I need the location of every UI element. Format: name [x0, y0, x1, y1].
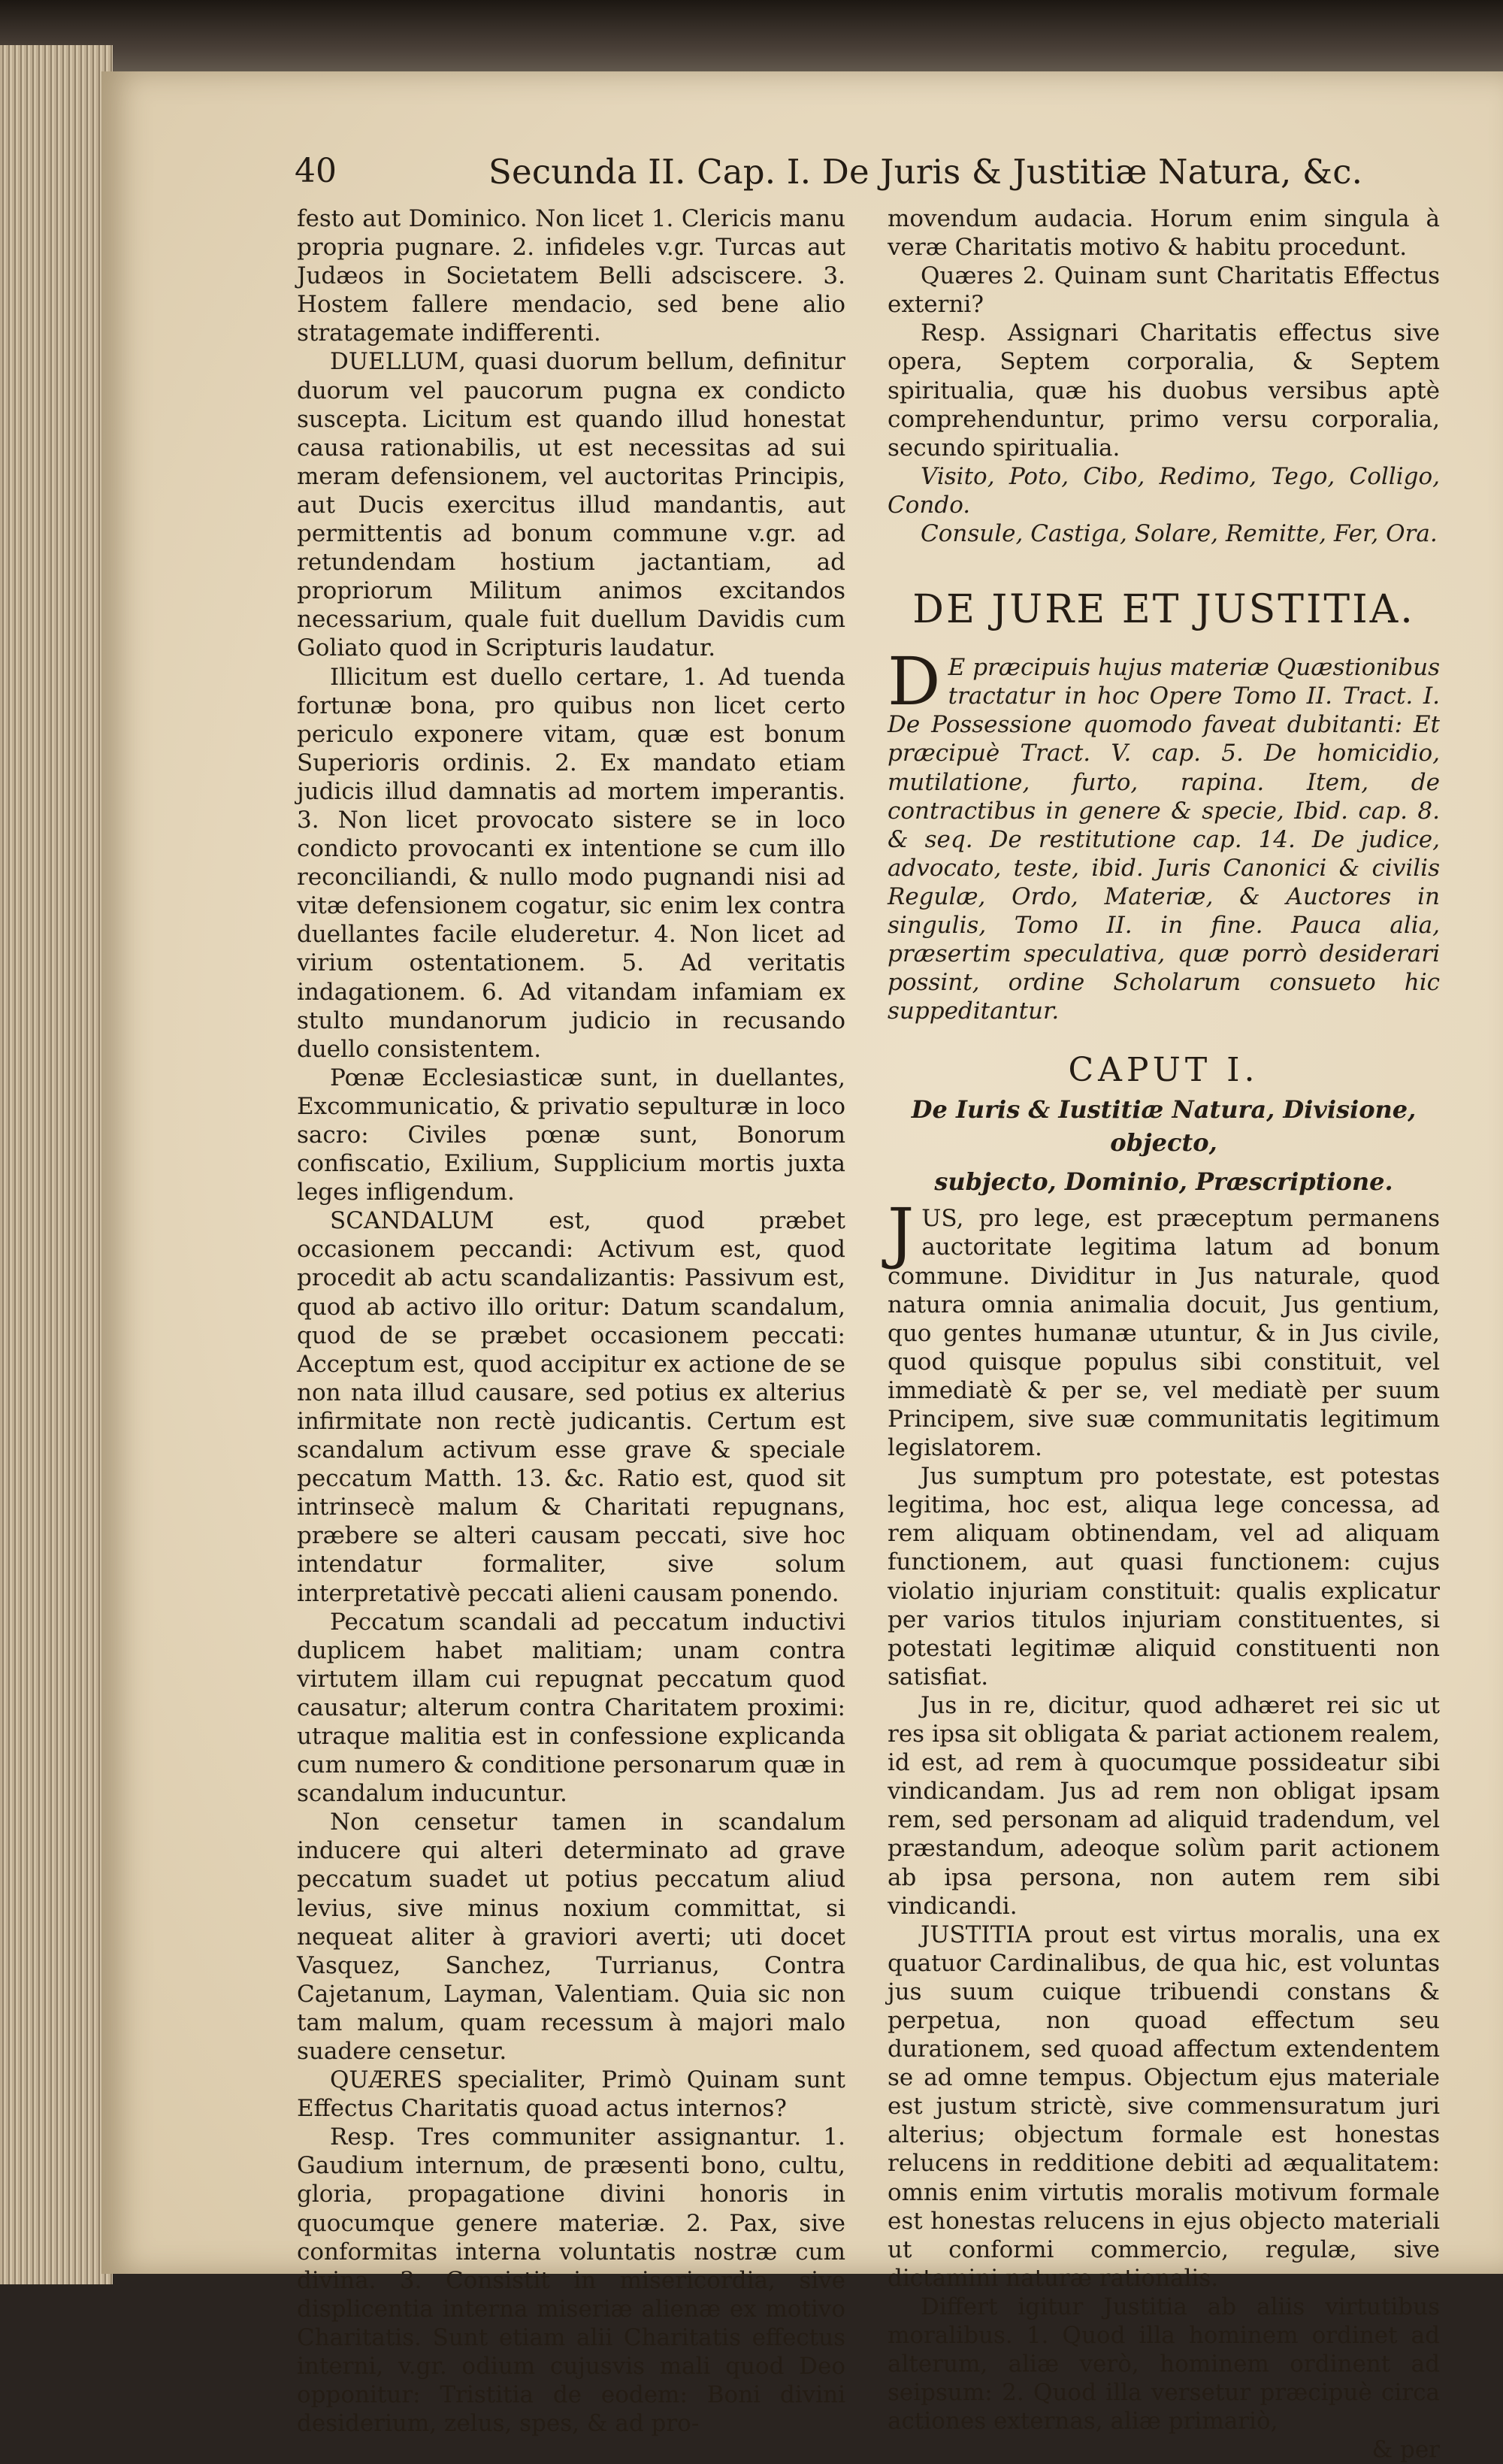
paragraph: festo aut Dominico. Non licet 1. Clericis manu propria pugnare. 2. infideles v.gr. Turcas aut Judæos in Societatem Belli adsciscere. 3. Hostem fallere mendacio, sed bene alio stratagemate indifferenti. — [297, 205, 845, 347]
paragraph: Pœnæ Ecclesiasticæ sunt, in duellantes, Excommunicatio, & privatio sepulturæ in loco sacro: Civiles pœnæ sunt, Bonorum confiscatio, Exilium, Supplicium mortis juxta leges infligendum. — [297, 1064, 845, 1206]
running-head — [297, 150, 1435, 195]
book-top-edge — [0, 0, 1503, 83]
dropcap: D — [888, 643, 941, 721]
right-column — [888, 204, 1440, 2464]
paragraph: movendum audacia. Horum enim singula à veræ Charitatis motivo & habitu procedunt. — [888, 205, 1440, 262]
paragraph-justitia: JUSTITIA prout est virtus moralis, una ex quatuor Cardinalibus, de qua hic, est voluntas jus suum cuique tribuendi constans & perpetua, non quoad effectum seu durationem, sed quoad affectum extendentem se ad omne tempus. Objectum ejus materiale est justum strictè, sive commensuratum juri alterius; objectum formale est honestas relucens in redditione debiti ad æqualitatem: omnis enim virtutis moralis motivum formale est honestas relucens in ejus objecto materiali ut conformi commercio, regulæ, sive dictamini naturæ rationalis. — [888, 1921, 1440, 2292]
catchword: & per — [1371, 2436, 1440, 2464]
section-heading: DE JURE ET JUSTITIA. — [912, 587, 1415, 633]
paragraph: Jus in re, dicitur, quod adhæret rei sic ut res ipsa sit obligata & pariat actionem realem, id est, ad rem à quocumque possideatur sibi vindicandam. Jus ad rem non obligat ipsam rem, sed personam ad aliquid tradendum, vel præstandum, adeoque solùm parit actionem ab ipsa persona, non autem rem sibi vindicandi. — [888, 1691, 1440, 1920]
left-column — [297, 204, 845, 2438]
paragraph: Resp. Assignari Charitatis effectus sive opera, Septem corporalia, & Septem spiritualia, quæ his duobus versibus aptè comprehenduntur, primo versu corporalia, secundo spiritualia. — [888, 319, 1440, 462]
section-intro — [888, 643, 1440, 1025]
chapter-heading: CAPUT I. — [1068, 1051, 1260, 1090]
paragraph: Resp. Tres communiter assignantur. 1. Gaudium internum, de præsenti bono, cultu, gloria, propagatione divini honoris in quocumque genere materiæ. 2. Pax, sive conformitas interna voluntatis nostræ cum divina. 3. Consistit in misericordia, sive displicentia interna miseriæ alienæ ex motivo Charitatis. Sunt etiam alii Charitatis effectus interni, v.gr. odium cujusvis mali quod Deo opponitur: Tristitia de eodem: Boni divini desiderium, zelus, spes, & ad pro- — [297, 2123, 845, 2438]
paragraph: Non censetur tamen in scandalum inducere qui alteri determinato ad grave peccatum suadet ut potius peccatum aliud levius, sive minus noxium committat, si nequeat aliter à graviori averti; uti docet Vasquez, Sanchez, Turrianus, Contra Cajetanum, Layman, Valentiam. Quia sic non tam malum, quam recessum à majori malo suadere censetur. — [297, 1809, 845, 2065]
chapter-subtitle-line-2: subjecto, Dominio, Præscriptione. — [934, 1167, 1393, 1197]
section-intro-text: E præcipuis hujus materiæ Quæstionibus tractatur in hoc Opere Tomo II. Tract. I. De Possessione quomodo faveat dubitanti: Et præcipuè Tract. V. cap. 5. De homicidio, mutilatione, furto, rapina. Item, de contractibus in genere & specie, Ibid. cap. 8. & seq. De restitutione cap. 14. De judice, advocato, teste, ibid. Juris Canonici & civilis Regulæ, Ordo, Materiæ, & Auctores in singulis, Tomo II. in fine. Pauca alia, præsertim speculativa, quæ porrò desiderari possint, ordine Scholarum consueto hic suppeditantur. — [888, 654, 1440, 1025]
page-number: 40 — [295, 152, 337, 190]
chapter-intro — [888, 1194, 1440, 1462]
paragraph-duellum: DUELLUM, quasi duorum bellum, definitur duorum vel paucorum pugna ex condicto suscepta. Licitum est quando illud honestat causa rationabilis, ut est necessitas ad sui meram defensionem, vel auctoritas Principis, aut Ducis exercitus illud mandantis, aut permittentis ad bonum commune v.gr. ad retundendam hostium jactantiam, ad propriorum Militum animos excitandos necessarium, quale fuit duellum Davidis cum Goliato quod in Scripturis laudatur. — [297, 348, 845, 662]
chapter-intro-text: US, pro lege, est præceptum permanens auctoritate legitima latum ad bonum commune. Dividitur in Jus naturale, quod natura omnia animalia docuit, Jus gentium, quo gentes humanæ utuntur, & in Jus civile, quod quisque populus sibi constituit, vel immediatè & per se, vel mediatè per suum Principem, sive suæ communitatis legitimum legislatorem. — [888, 1205, 1440, 1462]
running-title: Secunda II. Cap. I. De Juris & Justitiæ Natura, &c. — [488, 152, 1363, 192]
page-content — [295, 150, 1440, 2464]
verse-line: Visito, Poto, Cibo, Redimo, Tego, Colligo, Condo. — [888, 462, 1440, 519]
chapter-subtitle-line-1: De Iuris & Iustitiæ Natura, Divisione, objecto, — [911, 1095, 1417, 1158]
dropcap: J — [888, 1194, 915, 1272]
page-stack-edge — [0, 45, 113, 2284]
paragraph-scandalum: SCANDALUM est, quod præbet occasionem peccandi: Activum est, quod procedit ab actu scandalizantis: Passivum est, quod ab activo illo oritur: Datum scandalum, quod de se præbet occasionem peccati: Acceptum est, quod accipitur ex actione de se non nata illud causare, sed potius ex alterius infirmitate non rectè judicantis. Certum est scandalum activum esse grave & speciale peccatum Matth. 13. &c. Ratio est, quod sit intrinsecè malum & Charitati repugnans, præbere se alteri causam peccati, sive hoc intendatur formaliter, sive solum interpretativè peccati alieni causam ponendo. — [297, 1207, 845, 1607]
verse-line: Consule, Castiga, Solare, Remitte, Fer, Ora. — [921, 520, 1438, 548]
paragraph-quaeres-2: Quæres 2. Quinam sunt Charitatis Effectus externi? — [888, 262, 1440, 319]
paragraph: Illicitum est duello certare, 1. Ad tuenda fortunæ bona, pro quibus non licet certo periculo exponere vitam, quæ est bonum Superioris ordinis. 2. Ex mandato etiam judicis illud damnatis ad mortem imperantis. 3. Non licet provocato sistere se in loco condicto provocanti ex intentione se cum illo reconciliandi, & nullo modo pugnandi nisi ad vitæ defensionem cogatur, sic enim lex contra duellantes facile eluderetur. 4. Non licet ad virium ostentationem. 5. Ad veritatis indagationem. 6. Ad vitandam infamiam ex stulto mundanorum judicio in recusando duello consistentem. — [297, 663, 845, 1063]
paragraph-quaeres: QUÆRES specialiter, Primò Quinam sunt Effectus Charitatis quoad actus internos? — [297, 2066, 845, 2123]
paragraph: Jus sumptum pro potestate, est potestas legitima, hoc est, aliqua lege concessa, ad rem aliquam obtinendam, vel ad aliquam functionem, aut quasi functionem: cujus violatio injuriam constituit: qualis explicatur per varios titulos injuriam constituentes, si potestati legitimæ aliquid constituenti non satisfiat. — [888, 1463, 1440, 1691]
paragraph: Peccatum scandali ad peccatum inductivi duplicem habet malitiam; unam contra virtutem illam cui repugnat peccatum quod causatur; alterum contra Charitatem proximi: utraque malitia est in confessione explicanda cum numero & conditione personarum quæ in scandalum inducuntur. — [297, 1608, 845, 1808]
paragraph: Differt igitur Justitia ab aliis virtutibus moralibus. 1. Quod illa hominem ordinet ad alterum, aliæ verò, hominem ordinent ad seipsum: 2. Quod illa versetur præcipuè circa actiones externas, aliæ primariò, — [888, 2293, 1440, 2435]
